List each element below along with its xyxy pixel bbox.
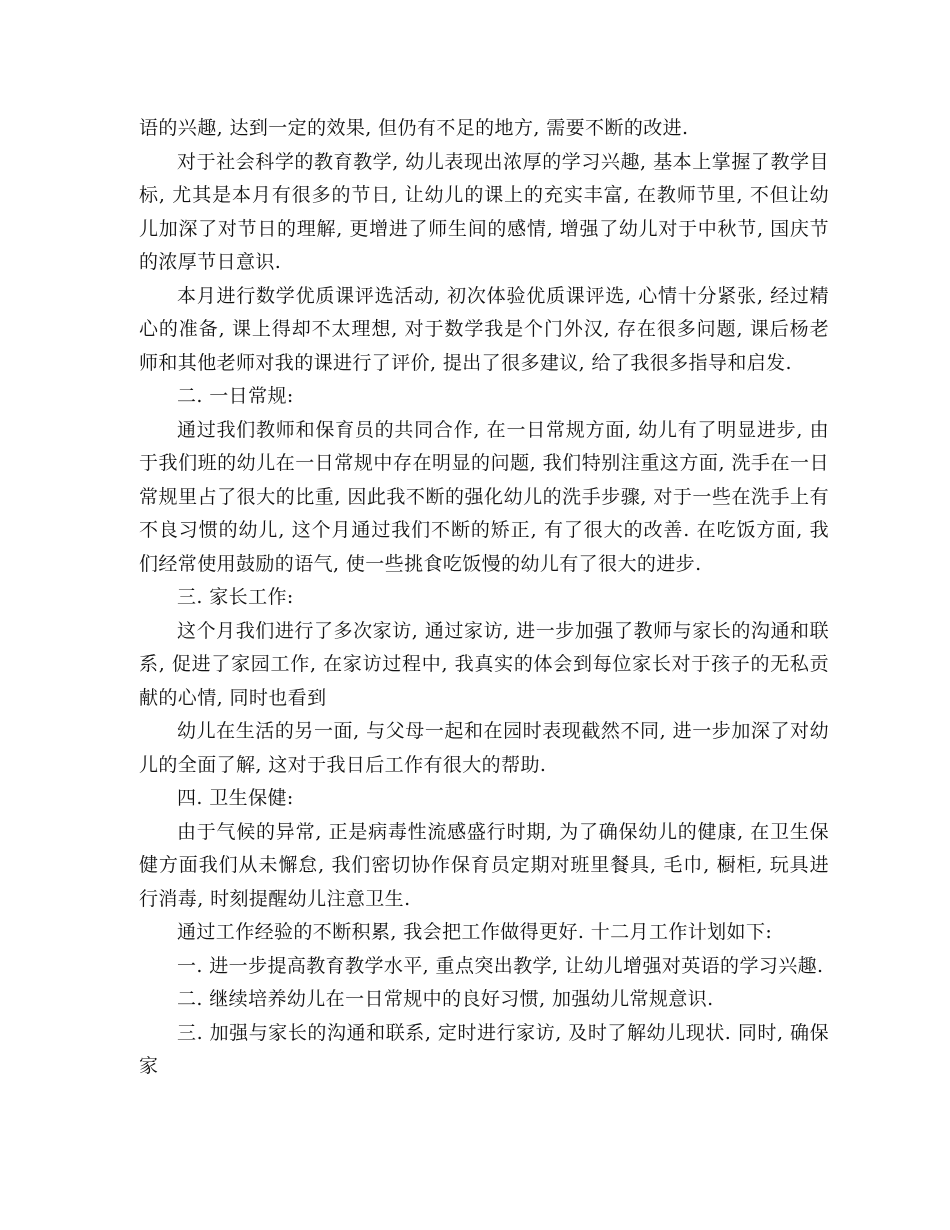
paragraph-social-science: 对于社会科学的教育教学, 幼儿表现出浓厚的学习兴趣, 基本上掌握了教学目标, 尤其是本月有很多的节日, 让幼儿的课上的充实丰富, 在教师节里, 不但让幼儿加深了对节日的理解, 更增进了师生间的感情, 增强了幼儿对于中秋节, 国庆节的浓厚节日意识. xyxy=(139,150,829,273)
paragraph-health-care: 由于气候的异常, 正是病毒性流感盛行时期, 为了确保幼儿的健康, 在卫生保健方面我们从未懈怠, 我们密切协作保育员定期对班里餐具, 毛巾, 橱柜, 玩具进行消毒, 时刻提醒幼儿注意卫生. xyxy=(139,820,829,910)
paragraph-continuation: 语的兴趣, 达到一定的效果, 但仍有不足的地方, 需要不断的改进. xyxy=(139,117,689,139)
paragraph-plan-intro: 通过工作经验的不断积累, 我会把工作做得更好. 十二月工作计划如下: xyxy=(177,921,773,943)
plan-item-2: 二. 继续培养幼儿在一日常规中的良好习惯, 加强幼儿常规意识. xyxy=(177,988,714,1010)
paragraph-home-visits: 这个月我们进行了多次家访, 通过家访, 进一步加强了教师与家长的沟通和联系, 促进了家园工作, 在家访过程中, 我真实的体会到每位家长对于孩子的无私贡献的心情, 同时也看到 xyxy=(139,619,829,709)
plan-item-1: 一. 进一步提高教育教学水平, 重点突出教学, 让幼儿增强对英语的学习兴趣. xyxy=(177,954,824,977)
section-heading-parent-work: 三. 家长工作: xyxy=(177,586,294,608)
paragraph-daily-routine: 通过我们教师和保育员的共同合作, 在一日常规方面, 幼儿有了明显进步, 由于我们班的幼儿在一日常规中存在明显的问题, 我们特别注重这方面, 洗手在一日常规里占了很大的比重, 因此我不断的强化幼儿的洗手步骤, 对于一些在洗手上有不良习惯的幼儿, 这个月通过我们不断的矫正, 有了很大的改善. 在吃饭方面, 我们经常使用鼓励的语气, 使一些挑食吃饭慢的幼儿有了很大的进步. xyxy=(139,418,829,575)
document-body xyxy=(139,112,829,1084)
section-heading-daily-routine: 二. 一日常规: xyxy=(177,385,294,407)
paragraph-math-lesson: 本月进行数学优质课评选活动, 初次体验优质课评选, 心情十分紧张, 经过精心的准备, 课上得却不太理想, 对于数学我是个门外汉, 存在很多问题, 课后杨老师和其他老师对我的课进行了评价, 提出了很多建议, 给了我很多指导和启发. xyxy=(139,284,829,374)
paragraph-child-understanding: 幼儿在生活的另一面, 与父母一起和在园时表现截然不同, 进一步加深了对幼儿的全面了解, 这对于我日后工作有很大的帮助. xyxy=(139,720,829,776)
section-heading-health-care: 四. 卫生保健: xyxy=(177,787,294,809)
plan-item-3: 三. 加强与家长的沟通和联系, 定时进行家访, 及时了解幼儿现状. 同时, 确保家 xyxy=(139,1021,829,1077)
